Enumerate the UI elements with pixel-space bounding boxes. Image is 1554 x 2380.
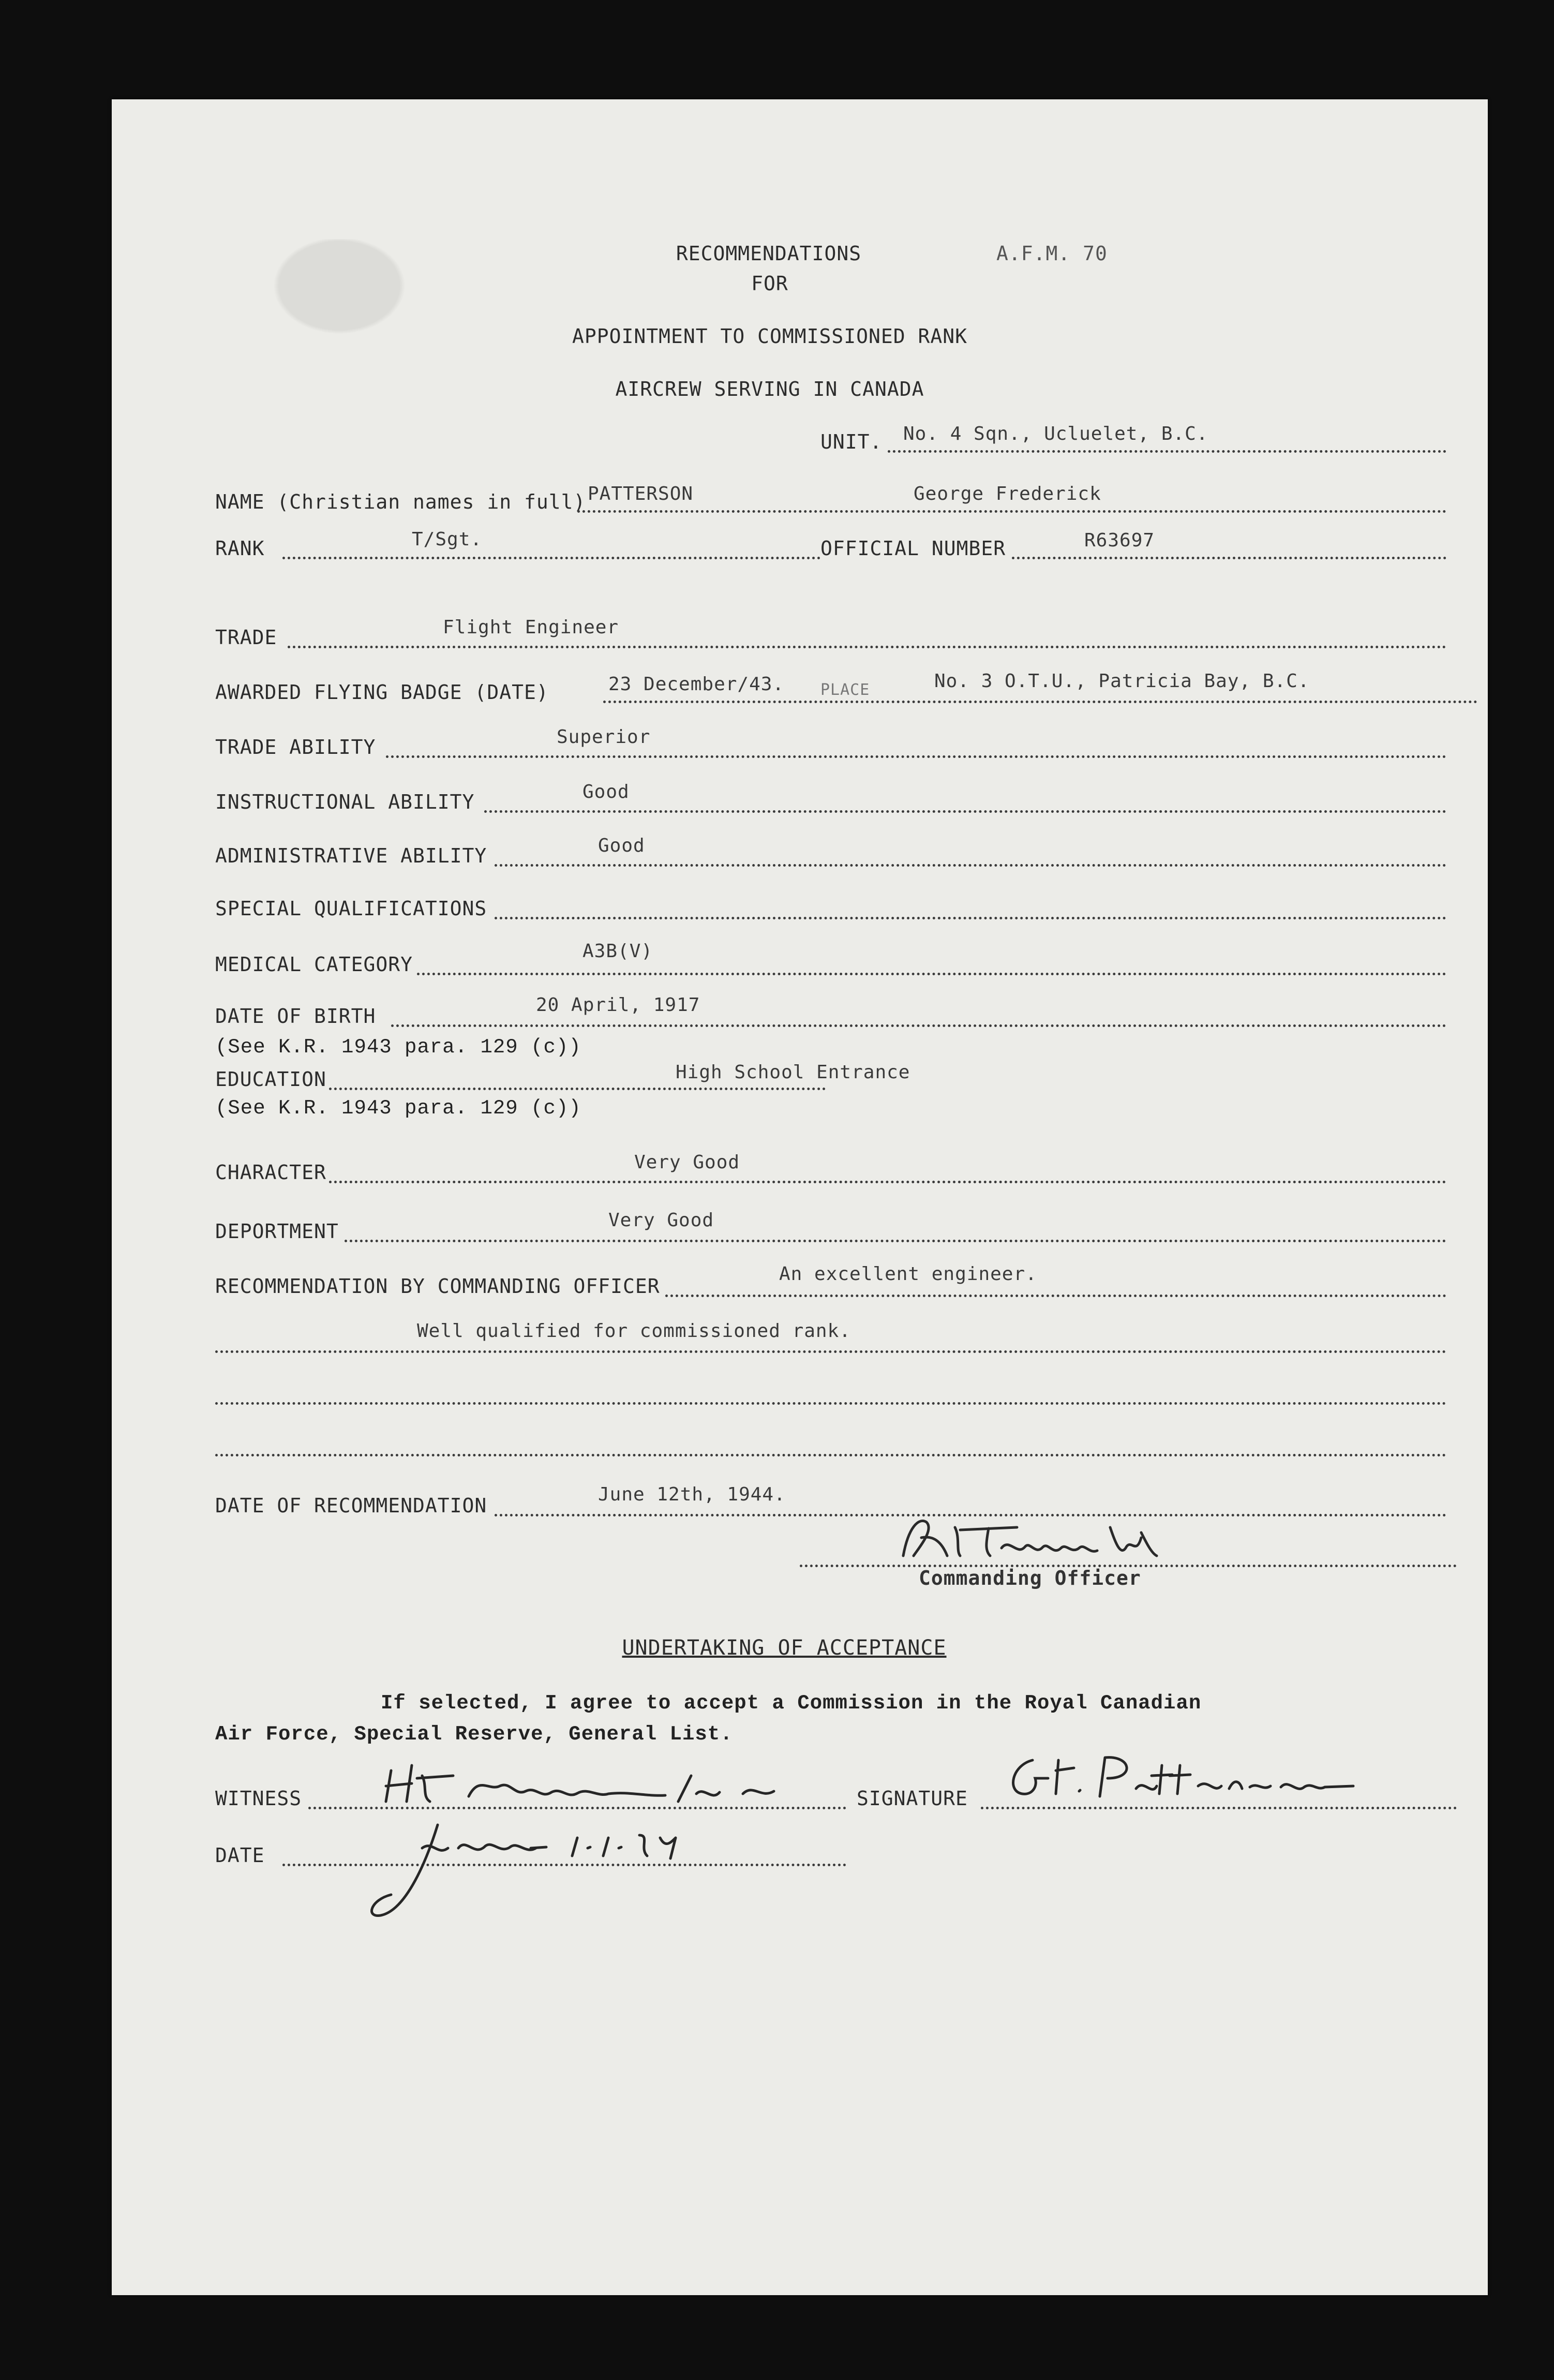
instructional-label: INSTRUCTIONAL ABILITY bbox=[215, 791, 475, 813]
unit-label: UNIT. bbox=[820, 430, 883, 453]
medical-dots bbox=[417, 953, 1446, 975]
unit-value: No. 4 Sqn., Ucluelet, B.C. bbox=[903, 423, 1208, 444]
signature-label: SIGNATURE bbox=[857, 1787, 968, 1810]
deportment-value: Very Good bbox=[608, 1210, 714, 1231]
trade-ability-value: Superior bbox=[557, 726, 651, 748]
trade-label: TRADE bbox=[215, 626, 277, 649]
date-rec-value: June 12th, 1944. bbox=[598, 1484, 786, 1505]
deportment-label: DEPORTMENT bbox=[215, 1220, 339, 1243]
trade-ability-dots bbox=[386, 736, 1446, 758]
co-caption: Commanding Officer bbox=[919, 1567, 1141, 1589]
co-signature bbox=[898, 1507, 1157, 1569]
title-appointment-wrap bbox=[112, 325, 1488, 348]
character-label: CHARACTER bbox=[215, 1161, 326, 1184]
place-value: No. 3 O.T.U., Patricia Bay, B.C. bbox=[934, 671, 1310, 692]
title-appointment: APPOINTMENT TO COMMISSIONED RANK bbox=[572, 325, 968, 348]
title-aircrew-wrap bbox=[112, 378, 1488, 400]
administrative-label: ADMINISTRATIVE ABILITY bbox=[215, 844, 487, 867]
official-number-value: R63697 bbox=[1084, 530, 1155, 551]
rank-dots bbox=[282, 537, 820, 559]
recommendation-label: RECOMMENDATION BY COMMANDING OFFICER bbox=[215, 1275, 660, 1298]
witness-label: WITNESS bbox=[215, 1787, 302, 1810]
special-label: SPECIAL QUALIFICATIONS bbox=[215, 897, 487, 920]
title-for: FOR bbox=[751, 272, 788, 295]
name-label: NAME (Christian names in full) bbox=[215, 490, 586, 513]
administrative-value: Good bbox=[598, 835, 645, 856]
kr-note-2: (See K.R. 1943 para. 129 (c)) bbox=[215, 1097, 581, 1120]
recommendation-line2: Well qualified for commissioned rank. bbox=[417, 1320, 851, 1342]
rank-label: RANK bbox=[215, 537, 265, 560]
title-recommendations: RECOMMENDATIONS bbox=[676, 242, 862, 265]
title-for-wrap bbox=[112, 272, 1488, 295]
recommendation-dots-3 bbox=[215, 1382, 1446, 1405]
surname-value: PATTERSON bbox=[588, 483, 694, 504]
rank-value: T/Sgt. bbox=[412, 529, 483, 550]
applicant-signature bbox=[1002, 1750, 1364, 1807]
recommendation-line1: An excellent engineer. bbox=[779, 1263, 1037, 1285]
undertaking-heading: UNDERTAKING OF ACCEPTANCE bbox=[622, 1636, 947, 1660]
title-aircrew: AIRCREW SERVING IN CANADA bbox=[615, 378, 924, 400]
medical-value: A3B(V) bbox=[582, 941, 653, 962]
official-number-label: OFFICIAL NUMBER bbox=[820, 537, 1006, 560]
given-names-value: George Frederick bbox=[914, 483, 1101, 504]
recommendation-dots-4 bbox=[215, 1434, 1446, 1456]
education-value: High School Entrance bbox=[676, 1062, 910, 1083]
title-wrap bbox=[112, 242, 1488, 265]
official-number-dots bbox=[1012, 537, 1446, 559]
date-rec-label: DATE OF RECOMMENDATION bbox=[215, 1494, 487, 1517]
dob-label: DATE OF BIRTH bbox=[215, 1005, 376, 1028]
kr-note-1: (See K.R. 1943 para. 129 (c)) bbox=[215, 1036, 581, 1059]
dob-value: 20 April, 1917 bbox=[536, 994, 700, 1016]
character-value: Very Good bbox=[634, 1152, 740, 1173]
undertaking-heading-wrap bbox=[112, 1636, 1488, 1660]
date-label: DATE bbox=[215, 1844, 265, 1867]
witness-signature bbox=[381, 1755, 826, 1812]
instructional-value: Good bbox=[582, 781, 630, 802]
undertaking-text-2: Air Force, Special Reserve, General List. bbox=[215, 1723, 733, 1746]
medical-label: MEDICAL CATEGORY bbox=[215, 953, 413, 976]
form-number: A.F.M. 70 bbox=[996, 242, 1108, 265]
special-dots bbox=[495, 897, 1446, 919]
deportment-dots bbox=[345, 1220, 1446, 1242]
undertaking-text-1: If selected, I agree to accept a Commission in the Royal Canadian bbox=[381, 1692, 1202, 1715]
education-label: EDUCATION bbox=[215, 1068, 326, 1091]
form-sheet bbox=[112, 99, 1488, 2295]
character-dots bbox=[329, 1161, 1446, 1183]
badge-label: AWARDED FLYING BADGE (DATE) bbox=[215, 681, 549, 704]
badge-date-value: 23 December/43. bbox=[608, 674, 785, 695]
trade-value: Flight Engineer bbox=[443, 617, 619, 638]
place-label: PLACE bbox=[820, 681, 870, 699]
trade-ability-label: TRADE ABILITY bbox=[215, 736, 376, 758]
date-handwritten bbox=[360, 1807, 826, 1926]
